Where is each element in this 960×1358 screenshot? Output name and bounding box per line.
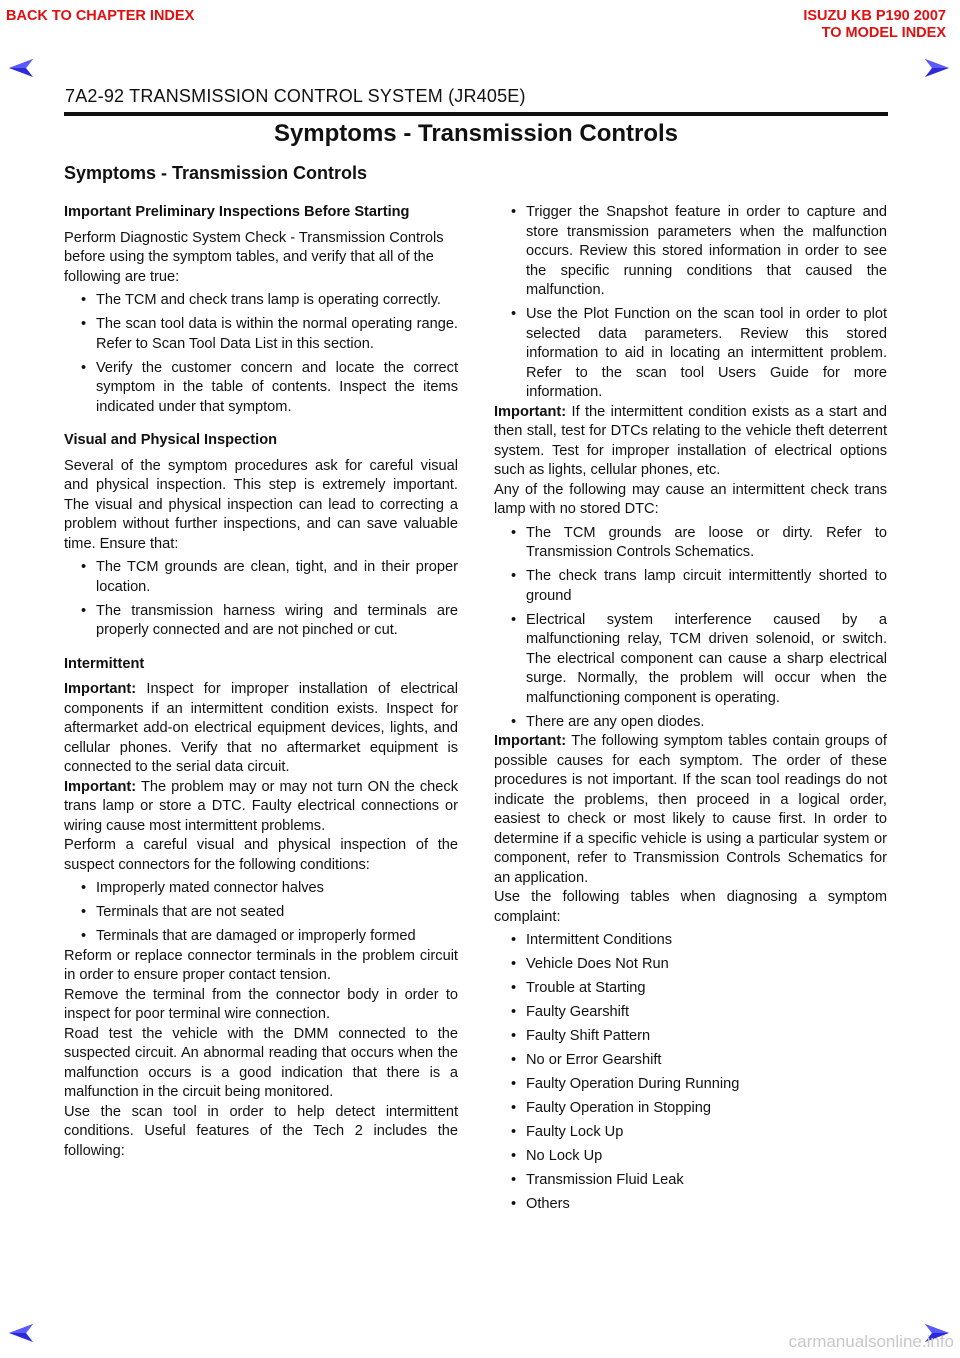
list-item: • Verify the customer concern and locate the correct symptom in the table of contents. Inspect the items indicated under that symptom. [74,359,458,418]
symptom-link[interactable]: • Faulty Lock Up [504,1123,887,1143]
symptom-link[interactable]: • Faulty Gearshift [504,1003,887,1023]
prelim-list [64,291,458,417]
important-text: If the intermittent condition exists as a start and then stall, test for DTCs relating to the vehicle theft deterrent system. Test for improper installation of electrical options such as lights, cellular phones, etc. [494,403,887,478]
watermark: carmanualsonline.info [788,1332,954,1351]
header-rule [64,112,888,116]
prelim-text: Perform Diagnostic System Check - Transmission Controls before using the symptom tables, and verify that all of the following are true: [64,229,444,285]
list-item: • Electrical system interference caused by a malfunctioning relay, TCM driven solenoid, or switch. The electrical component can cause a sharp electrical surge. Normally, the problem will occur when the malfunctioning component is operating. [504,611,887,709]
list-item: • The check trans lamp circuit intermittently shorted to ground [504,567,887,606]
important-note-2 [64,778,458,837]
list-item: • Terminals that are not seated [74,903,458,923]
visual-text: Several of the symptom procedures ask for careful visual and physical inspection. This step is extremely important. The visual and physical inspection can lead to correcting a problem without further inspections, and can save valuable time. Ensure that: [64,457,458,552]
symptom-link[interactable]: • Intermittent Conditions [504,931,887,951]
important-label: Important: [494,733,567,749]
scan-tool-text: Use the scan tool in order to help detect intermittent conditions. Useful features of the Tech 2 includes the following: [64,1103,458,1159]
important-label: Important: [64,681,137,697]
reform-text: Reform or replace connector terminals in the problem circuit in order to ensure proper contact tension. [64,947,458,983]
model-title: ISUZU KB P190 2007 [803,8,946,24]
important-text: Inspect for improper installation of electrical components if an intermittent condition exists. Inspect for aftermarket add-on electrical equipment devices, lights, and cellular phones. Verify that no aftermarket equipment is connected to the serial data circuit. [64,681,458,775]
left-column [64,203,458,1161]
list-item: • The TCM grounds are loose or dirty. Refer to Transmission Controls Schematics. [504,524,887,563]
visual-list [64,558,458,641]
list-item: • Improperly mated connector halves [74,879,458,899]
list-item: • There are any open diodes. [504,713,887,733]
previous-page-arrow-icon[interactable] [8,58,34,78]
important-text: The problem may or may not turn ON the check trans lamp or store a DTC. Faulty electrical connections or wiring cause most intermittent problems. [64,778,458,834]
page-header: 7A2-92 TRANSMISSION CONTROL SYSTEM (JR405E) [65,86,526,106]
important-label: Important: [64,778,137,795]
symptom-link[interactable]: • No Lock Up [504,1147,887,1167]
symptom-list [494,931,887,1215]
previous-page-bottom-arrow-icon[interactable] [8,1323,34,1343]
remove-text: Remove the terminal from the connector body in order to inspect for poor terminal wire connection. [64,986,458,1022]
important-label: Important: [494,403,567,420]
symptom-link[interactable]: • Trouble at Starting [504,979,887,999]
model-index-block[interactable] [803,8,946,42]
to-model-index-link[interactable]: TO MODEL INDEX [821,25,946,41]
intermittent-heading: Intermittent [64,655,145,672]
symptom-link[interactable]: • No or Error Gearshift [504,1051,887,1071]
symptom-link[interactable]: • Transmission Fluid Leak [504,1171,887,1191]
careful-text: Perform a careful visual and physical inspection of the suspect connectors for the following conditions: [64,837,458,873]
symptom-link[interactable]: • Faulty Operation During Running [504,1075,887,1095]
important-note-4 [494,732,887,888]
visual-heading: Visual and Physical Inspection [64,432,278,448]
list-item: • The TCM grounds are clean, tight, and in their proper location. [74,558,458,597]
important-note-1 [64,680,458,778]
symptom-link[interactable]: • Faulty Shift Pattern [504,1027,887,1047]
important-text: The following symptom tables contain groups of possible causes for each symptom. The order of these procedures is not important. If the scan tool readings do not indicate the problems, then proceed in a logical order, easiest to check or most likely to cause first. In order to determine if a specific vehicle is using a particular system or component, refer to Transmission Controls Schematics for an application. [494,733,887,886]
list-item: • Trigger the Snapshot feature in order to capture and store transmission parameters when the malfunction occurs. Review this stored information in order to see the specific running conditions that caused the malfunction. [504,203,887,301]
section-heading: Symptoms - Transmission Controls [64,163,368,183]
list-item: • The scan tool data is within the normal operating range. Refer to Scan Tool Data List in this section. [74,315,458,354]
any-text: Any of the following may cause an intermittent check trans lamp with no stored DTC: [494,481,887,517]
road-test-text: Road test the vehicle with the DMM connected to the suspected circuit. An abnormal reading that occurs when the malfunction occurs is a good indication that there is a malfunction in the circuit being monitored. [64,1025,458,1100]
symptom-link[interactable]: • Faulty Operation in Stopping [504,1099,887,1119]
symptom-link[interactable]: • Others [504,1195,887,1215]
tech2-list [494,203,887,403]
prelim-heading: Important Preliminary Inspections Before Starting [64,204,410,220]
use-text: Use the following tables when diagnosing a symptom complaint: [494,889,887,925]
next-page-arrow-icon[interactable] [924,58,950,78]
back-to-chapter-index-link[interactable]: BACK TO CHAPTER INDEX [6,8,195,24]
page-title: Symptoms - Transmission Controls [273,120,679,147]
symptom-link[interactable]: • Vehicle Does Not Run [504,955,887,975]
list-item: • Terminals that are damaged or improperly formed [74,927,458,947]
list-item: • Use the Plot Function on the scan tool in order to plot selected data parameters. Review this stored information to aid in locating an intermittent problem. Refer to the scan tool Users Guide for more information. [504,305,887,403]
cause-list [494,524,887,733]
list-item: • The TCM and check trans lamp is operating correctly. [74,291,458,311]
important-note-3 [494,403,887,481]
list-item: • The transmission harness wiring and terminals are properly connected and are not pinched or cut. [74,602,458,641]
right-column [494,203,887,1219]
connector-list [64,879,458,947]
